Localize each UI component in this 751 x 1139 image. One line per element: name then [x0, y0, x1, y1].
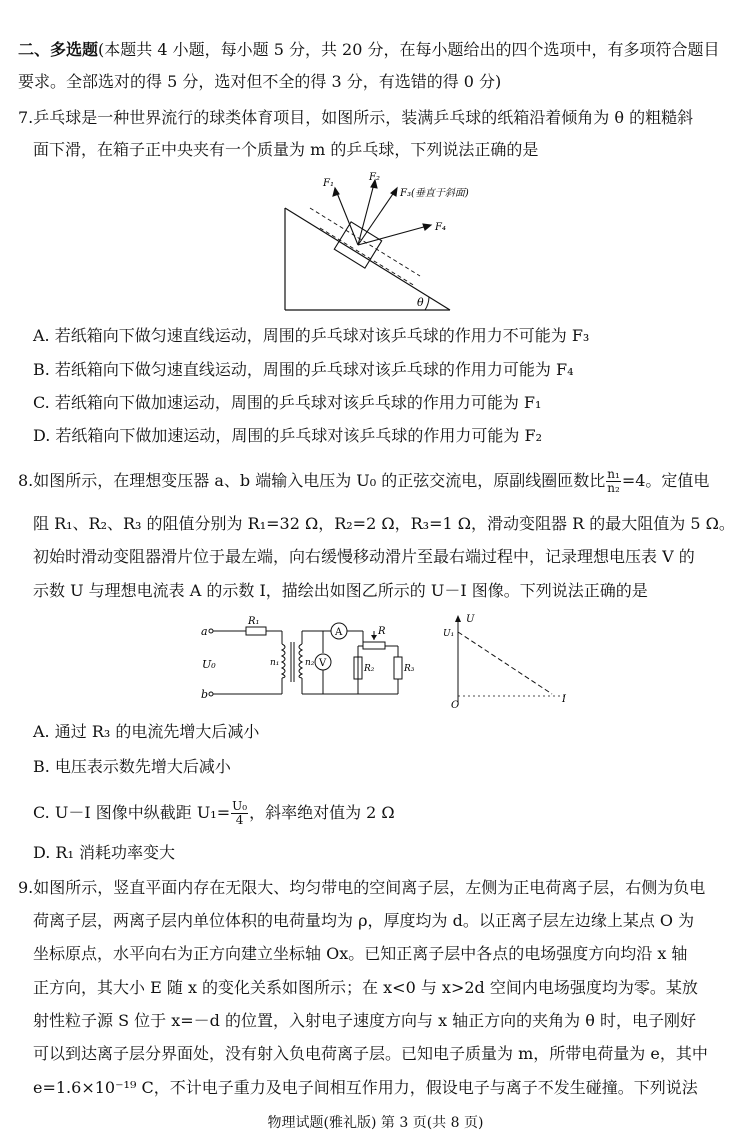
section-header: [18, 40, 720, 60]
force-f3-label: F₃(垂直于斜面): [400, 188, 469, 199]
force-f4-head: [423, 224, 431, 230]
graph-u-label: U: [466, 614, 475, 625]
q9-stem-line2: 荷离子层，两离子层内单位体积的电荷量均为 ρ，厚度均为 d。以正离子层左边缘上某点 O 为: [33, 911, 695, 930]
q8-option-c-fraction: [231, 800, 248, 827]
page-footer: 物理试题(雅礼版) 第 3 页(共 8 页): [267, 1115, 484, 1131]
q7-stem-line1: [18, 108, 693, 128]
q8-option-c-den: 4: [235, 813, 244, 827]
incline-surface: [285, 208, 450, 310]
force-f2-label: F₂: [369, 172, 380, 183]
graph-origin-label: O: [451, 700, 460, 710]
q9-stem-line7: e=1.6×10⁻¹⁹ C，不计电子重力及电子间相互作用力，假设电子与离子不发生碰撞。下列说法: [33, 1078, 698, 1097]
q8-ratio-fraction: [606, 468, 621, 495]
force-f4-arrow: [358, 225, 431, 245]
label-ammeter: A: [335, 627, 343, 638]
section-intro-2: 要求。全部选对的得 5 分，选对但不全的得 3 分，有选错的得 0 分): [18, 72, 502, 91]
resistor-r3: [394, 657, 402, 679]
q7-option-a: A. 若纸箱向下做匀速直线运动，周围的乒乓球对该乒乓球的作用力不可能为 F₃: [33, 326, 590, 345]
q8-option-c-text-b: ，斜率绝对值为 2 Ω: [249, 803, 395, 822]
graph-i-label: I: [562, 694, 566, 705]
q7-text-1: 乒乓球是一种世界流行的球类体育项目，如图所示，装满乒乓球的纸箱沿着倾角为 θ 的粗糙斜: [33, 108, 694, 127]
q7-number: 7.: [18, 108, 34, 127]
force-f1-arrow: [335, 188, 358, 245]
q8-option-c: [33, 800, 395, 827]
resistor-r1: [246, 627, 266, 635]
q9-stem-line3: 坐标原点，水平向右为正方向建立坐标轴 Ox。已知正离子层中各点的电场强度方向均沿 x 轴: [33, 944, 688, 963]
q8-text-1a: 如图所示，在理想变压器 a、b 端输入电压为 U₀ 的正弦交流电，原副线圈匝数比: [33, 471, 606, 490]
section-title: 二、多选题: [18, 40, 99, 59]
q8-option-a: A. 通过 R₃ 的电流先增大后减小: [33, 722, 260, 741]
secondary-coil: [299, 644, 302, 678]
q8-option-d: D. R₁ 消耗功率变大: [33, 843, 175, 862]
incline-angle-arc: [425, 297, 429, 310]
label-b: b: [201, 688, 209, 701]
label-u0: U₀: [202, 658, 216, 671]
q9-stem-line4: 正方向，其大小 E 随 x 的变化关系如图所示；在 x<0 与 x>2d 空间内电场强度均为零。某放: [33, 978, 698, 997]
force-f1-label: F₁: [323, 178, 334, 189]
label-a: a: [201, 625, 208, 638]
q9-number: 9.: [18, 878, 34, 897]
incline-angle-label: θ: [417, 296, 424, 309]
graph-u-axis-arrow: [455, 615, 461, 622]
terminal-b: [209, 692, 213, 696]
q8-option-c-num: U₀: [232, 799, 248, 813]
q9-stem-line6: 可以到达离子层分界面处，没有射入负电荷离子层。已知电子质量为 m，所带电荷量为 e，其中: [33, 1044, 708, 1063]
q8-stem-line3: 初始时滑动变阻器滑片位于最左端，向右缓慢移动滑片至最右端过程中，记录理想电压表 V 的: [33, 547, 695, 566]
q8-stem-line1: [18, 468, 709, 495]
terminal-a: [209, 629, 213, 633]
rheostat-slider: [371, 635, 377, 640]
q8-ui-graph: [440, 610, 580, 710]
label-r1: R₁: [248, 616, 260, 627]
label-r: R: [378, 626, 386, 637]
q7-option-c: C. 若纸箱向下做加速运动，周围的乒乓球对该乒乓球的作用力可能为 F₁: [33, 393, 542, 412]
label-voltmeter: V: [319, 658, 327, 669]
label-r2: R₂: [364, 664, 375, 674]
q8-ratio-den: n₂: [607, 481, 620, 495]
dashed-line-lower: [320, 228, 415, 286]
q7-figure-incline: [275, 168, 515, 316]
q9-text-1: 如图所示，竖直平面内存在无限大、均匀带电的空间离子层，左侧为正电荷离子层，右侧为负电: [33, 878, 706, 897]
q8-stem-line2: 阻 R₁、R₂、R₃ 的阻值分别为 R₁=32 Ω，R₂=2 Ω，R₃=1 Ω，滑动变阻器 R 的最大阻值为 5 Ω。: [33, 514, 735, 533]
q7-option-b: B. 若纸箱向下做匀速直线运动，周围的乒乓球对该乒乓球的作用力可能为 F₄: [33, 360, 574, 379]
q8-stem-line4: 示数 U 与理想电流表 A 的示数 I，描绘出如图乙所示的 U－I 图像。下列说法正确的是: [33, 581, 648, 600]
q8-ratio-num: n₁: [607, 467, 620, 481]
primary-coil: [282, 644, 285, 678]
force-f4-label: F₄: [435, 222, 446, 233]
q9-stem-line1: [18, 878, 705, 898]
q8-text-1b: =4。定值电: [621, 471, 710, 490]
graph-u1-label: U₁: [443, 629, 455, 639]
q9-stem-line5: 射性粒子源 S 位于 x=－d 的位置，入射电子速度方向与 x 轴正方向的夹角为 θ 时，电子刚好: [33, 1011, 696, 1030]
q7-stem-line2: 面下滑，在箱子正中央夹有一个质量为 m 的乒乓球，下列说法正确的是: [33, 140, 539, 159]
label-n2: n₂: [305, 658, 315, 668]
q8-circuit-diagram: [198, 612, 428, 702]
q8-option-b: B. 电压表示数先增大后减小: [33, 757, 231, 776]
graph-ui-line: [458, 632, 552, 694]
section-intro-1: (本题共 4 小题，每小题 5 分，共 20 分，在每小题给出的四个选项中，有多项符合题目: [98, 40, 720, 59]
q8-option-c-text-a: C. U－I 图像中纵截距 U₁=: [33, 803, 231, 822]
rheostat-r: [363, 642, 385, 649]
q7-option-d: D. 若纸箱向下做加速运动，周围的乒乓球对该乒乓球的作用力可能为 F₂: [33, 426, 543, 445]
q8-number: 8.: [18, 471, 34, 490]
label-r3: R₃: [404, 664, 415, 674]
label-n1: n₁: [270, 658, 280, 668]
force-f1-head: [333, 188, 339, 196]
